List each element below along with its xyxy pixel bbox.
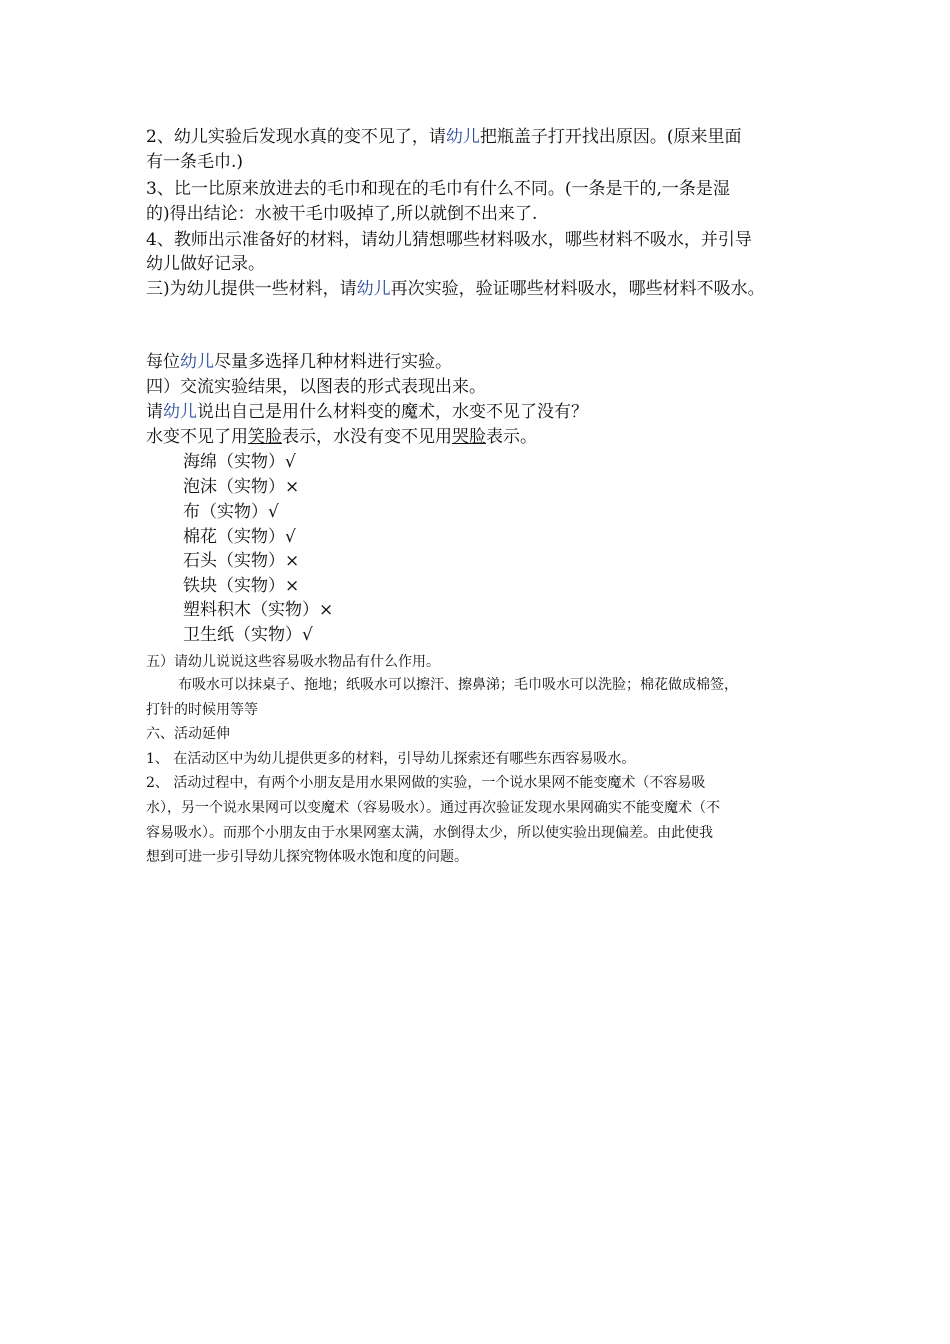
highlight-word: 幼儿 — [163, 402, 197, 422]
material-item: 棉花（实物）√ — [183, 527, 296, 547]
text: 把瓶盖子打开找出原因。(原来里面 — [479, 127, 742, 147]
highlight-word: 幼儿 — [445, 127, 480, 147]
highlight-word: 幼儿 — [180, 352, 214, 372]
step-2-line-2: 有一条毛巾.) — [146, 152, 244, 172]
smiley-word: 笑脸 — [248, 427, 282, 447]
text: 三)为幼儿提供一些材料，请 — [146, 279, 357, 299]
highlight-word: 幼儿 — [356, 279, 391, 299]
text: 再次实验，验证哪些材料吸水，哪些材料不吸水。 — [390, 279, 765, 299]
legend-line — [146, 425, 537, 449]
material-item: 泡沫（实物）× — [183, 477, 300, 497]
section-3-heading — [146, 277, 765, 301]
ask-child-line — [146, 400, 588, 424]
material-item: 海绵（实物）√ — [183, 452, 296, 472]
crying-face-word: 哭脸 — [452, 427, 486, 447]
extension-item-2-line-1: 2、 活动过程中，有两个小朋友是用水果网做的实验，一个说水果网不能变魔术（不容易吸 — [146, 775, 706, 791]
material-item: 铁块（实物）× — [183, 576, 300, 596]
extension-item-2-line-3: 容易吸水）。而那个小朋友由于水果网塞太满，水倒得太少，所以使实验出现偏差。由此使我 — [146, 825, 713, 841]
each-child-line — [146, 350, 452, 374]
material-item: 卫生纸（实物）√ — [183, 625, 313, 645]
text: 请 — [146, 402, 163, 422]
step-4-line-2: 幼儿做好记录。 — [146, 254, 265, 274]
text: 2、幼儿实验后发现水真的变不见了，请 — [146, 127, 446, 147]
text: 表示。 — [486, 427, 537, 447]
section-6-heading: 六、活动延伸 — [146, 726, 230, 742]
step-4-line-1: 4、教师出示准备好的材料，请幼儿猜想哪些材料吸水，哪些材料不吸水，并引导 — [146, 230, 752, 250]
text: 每位 — [146, 352, 180, 372]
step-3-line-1: 3、比一比原来放进去的毛巾和现在的毛巾有什么不同。(一条是干的,一条是湿 — [146, 179, 730, 199]
text: 表示，水没有变不见用 — [282, 427, 452, 447]
text: 说出自己是用什么材料变的魔术，水变不见了没有？ — [197, 402, 588, 422]
extension-item-2-line-2: 水），另一个说水果网可以变魔术（容易吸水）。通过再次验证发现水果网确实不能变魔术（不 — [146, 800, 720, 816]
text: 尽量多选择几种材料进行实验。 — [214, 352, 452, 372]
step-3-line-2: 的)得出结论：水被干毛巾吸掉了,所以就倒不出来了. — [146, 204, 538, 224]
material-item: 石头（实物）× — [183, 551, 300, 571]
extension-item-2-line-4: 想到可进一步引导幼儿探究物体吸水饱和度的问题。 — [146, 849, 468, 865]
material-item: 塑料积木（实物）× — [183, 600, 334, 620]
material-item: 布（实物）√ — [183, 502, 279, 522]
section-5-heading: 五）请幼儿说说这些容易吸水物品有什么作用。 — [146, 654, 440, 670]
uses-line-1: 布吸水可以抹桌子、拖地；纸吸水可以擦汗、擦鼻涕；毛巾吸水可以洗脸；棉花做成棉签， — [178, 677, 738, 693]
extension-item-1: 1、 在活动区中为幼儿提供更多的材料，引导幼儿探索还有哪些东西容易吸水。 — [146, 751, 636, 767]
text: 水变不见了用 — [146, 427, 248, 447]
uses-line-2: 打针的时候用等等 — [146, 702, 258, 718]
step-2-line-1 — [146, 125, 741, 149]
section-4-heading: 四）交流实验结果，以图表的形式表现出来。 — [146, 377, 486, 397]
